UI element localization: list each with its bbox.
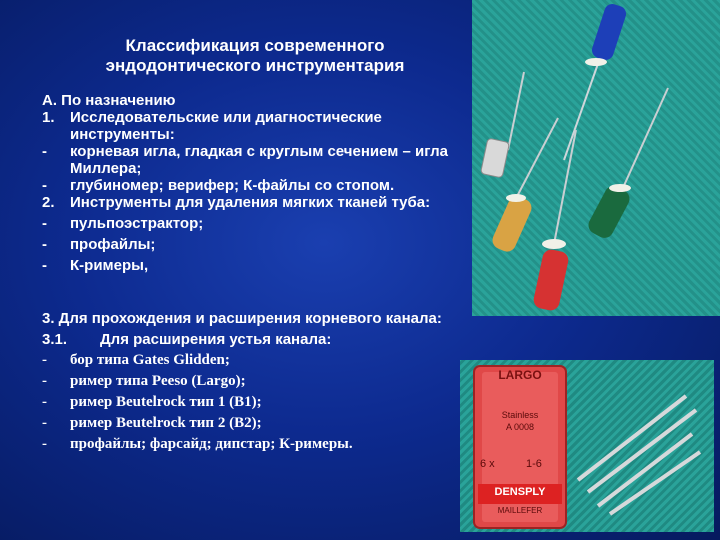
classification-list	[42, 92, 482, 453]
item-2-sub-1	[42, 215, 482, 232]
dash-marker: -	[42, 143, 47, 160]
item-2-sub-2	[42, 236, 482, 253]
title-line-2: эндодонтического инструментария	[105, 56, 405, 75]
item-3-1-sub-5	[42, 436, 482, 453]
box-text-3: 6 x	[480, 458, 495, 470]
stopper	[585, 58, 607, 66]
item-3-1-sub-1	[42, 352, 482, 369]
dash-marker: -	[42, 415, 47, 431]
item-2-sub-2-text: профайлы;	[70, 236, 156, 253]
item-2-sub-3-text: К-римеры,	[70, 257, 149, 274]
dash-marker: -	[42, 436, 47, 452]
title-line-1: Классификация современного	[125, 36, 385, 55]
largo-box-photo	[460, 360, 714, 532]
slide-title	[40, 36, 470, 76]
item-1-sub-2	[42, 177, 482, 194]
box-text-1: Stainless	[501, 410, 539, 420]
box-text-2: A 0008	[505, 422, 535, 432]
item-2-sub-1-text: пульпоэстрактор;	[70, 215, 204, 232]
item-3-1-sub-3	[42, 394, 482, 411]
dash-marker: -	[42, 177, 47, 194]
item-3-1-sub-2	[42, 373, 482, 390]
item-2-text: Инструменты для удаления мягких тканей туба:	[70, 194, 431, 211]
box-brand: DENSPLY	[494, 486, 546, 498]
box-sub: MAILLEFER	[497, 506, 543, 515]
box-text-4: 1-6	[526, 458, 542, 470]
dash-marker: -	[42, 373, 47, 389]
instruments-photo	[472, 0, 720, 316]
dash-marker: -	[42, 215, 47, 232]
item-3-1-sub-5-text: профайлы; фарсайд; дипстар; К-римеры.	[70, 436, 353, 452]
item-3-1-sub-2-text: ример типа Peeso (Largo);	[70, 373, 246, 389]
item-3-1-sub-3-text: ример Beutelrock тип 1 (В1);	[70, 394, 262, 410]
item-2-sub-3	[42, 257, 482, 274]
green-handle	[585, 183, 632, 241]
item-2-number: 2.	[42, 194, 55, 211]
item-3-1-sub-1-text: бор типа Gates Glidden;	[70, 352, 230, 368]
dash-marker: -	[42, 394, 47, 410]
dash-marker: -	[42, 236, 47, 253]
item-3-1-number: 3.1.	[42, 331, 68, 348]
blue-handle	[590, 2, 628, 62]
item-3: 3. Для прохождения и расширения корневого канала:	[42, 310, 442, 327]
reamer	[578, 396, 686, 480]
item-3-1-sub-4-text: ример Beutelrock тип 2 (В2);	[70, 415, 262, 431]
box-label: LARGO	[498, 368, 542, 382]
item-1-sub-2-text: глубиномер; верифер; К-файлы со стопом.	[70, 177, 395, 194]
item-1-text: Исследовательские или диагностические инструменты:	[70, 109, 382, 143]
item-3-1-text: Для расширения устья канала:	[100, 331, 332, 348]
item-1	[42, 109, 482, 143]
red-handle	[532, 248, 570, 312]
instruments-illustration	[472, 0, 720, 316]
item-1-sub-1	[42, 143, 482, 177]
section-a-heading: А. По назначению	[42, 92, 176, 109]
item-2	[42, 194, 482, 211]
item-3-1-sub-4	[42, 415, 482, 432]
dash-marker: -	[42, 352, 47, 368]
item-1-sub-1-text: корневая игла, гладкая с круглым сечением – игла Миллера;	[70, 143, 448, 177]
item-1-number: 1.	[42, 109, 55, 126]
grey-handle	[480, 138, 509, 178]
yellow-handle	[490, 194, 535, 255]
item-3-1	[42, 331, 482, 348]
dash-marker: -	[42, 257, 47, 274]
